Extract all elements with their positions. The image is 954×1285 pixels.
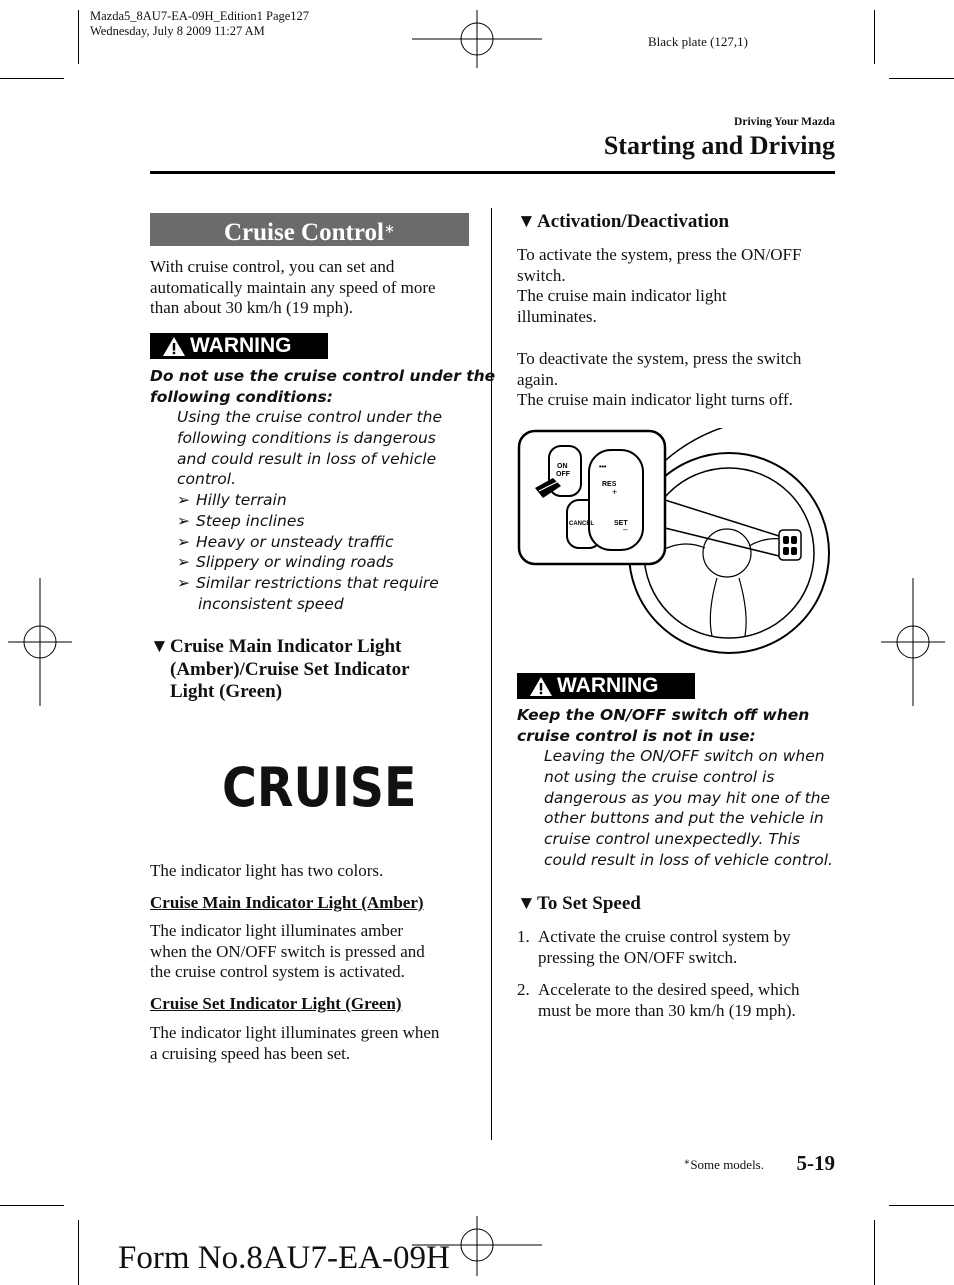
text-line: control. — [177, 470, 236, 489]
text-line: To deactivate the system, press the switch — [517, 349, 802, 368]
amber-heading: Cruise Main Indicator Light (Amber) — [150, 893, 424, 912]
intro-text — [150, 257, 436, 319]
set-speed-heading — [517, 893, 641, 916]
print-meta — [90, 9, 309, 39]
text-line: cruise control unexpectedly. This — [544, 830, 801, 849]
text-line: again. — [517, 369, 559, 389]
steering-switch-illustration — [517, 428, 835, 656]
print-meta-line: Mazda5_8AU7-EA-09H_Edition1 Page127 — [90, 9, 310, 23]
arrow-bullet-icon: ➢ — [177, 574, 190, 593]
step-number: 2. — [517, 980, 530, 999]
text-line: Do not use the cruise control under the — [150, 367, 496, 385]
text-line: The cruise main indicator light turns off. — [517, 390, 793, 409]
text-line: Cruise Main Indicator Light — [170, 636, 402, 657]
arrow-bullet-icon: ➢ — [177, 532, 190, 551]
text-line: With cruise control, you can set and — [150, 257, 395, 276]
off-label: OFF — [556, 471, 570, 478]
amber-text — [150, 921, 425, 983]
text-line: must be more than 30 km/h (19 mph). — [538, 1000, 796, 1020]
step-number: 1. — [517, 927, 530, 946]
text-line: following conditions: — [150, 387, 333, 406]
text-line: a cruising speed has been set. — [150, 1043, 351, 1063]
text-line: than about 30 km/h (19 mph). — [150, 298, 354, 317]
set-minus-label: – — [623, 525, 628, 534]
crop-mark — [889, 78, 954, 79]
registration-target-right — [881, 578, 945, 706]
switch-closeup — [519, 431, 665, 564]
form-number: Form No.8AU7-EA-09H — [118, 1240, 450, 1276]
arrow-bullet-icon: ➢ — [177, 491, 190, 509]
list-item-text: Steep inclines — [196, 511, 305, 530]
text-line: illuminates. — [517, 306, 597, 326]
step-text — [538, 980, 800, 1021]
down-triangle-icon: ▼ — [150, 636, 169, 657]
activation-text — [517, 245, 801, 327]
text-line: could result in loss of vehicle control. — [544, 850, 833, 869]
warning-text — [177, 407, 442, 490]
list-item-text: Slippery or winding roads — [196, 553, 394, 572]
list-item — [177, 511, 439, 532]
text-line: cruise control is not in use: — [517, 726, 756, 745]
text-line: To activate the system, press the ON/OFF — [517, 245, 802, 264]
footnote-text: Some models. — [690, 1157, 764, 1172]
text-line: the cruise control system is activated. — [150, 962, 405, 981]
text-line: Light (Green) — [170, 681, 283, 702]
column-divider — [491, 208, 492, 1140]
warning-heading — [150, 366, 495, 408]
res-label: RES — [602, 481, 617, 488]
warning-triangle-icon — [529, 676, 553, 697]
set-label: SET — [614, 520, 628, 527]
text-line: Keep the ON/OFF switch off when — [517, 706, 810, 724]
warning-label: WARNING — [557, 674, 659, 697]
text-line: dangerous as you may hit one of the — [544, 788, 831, 807]
warning-badge — [150, 333, 328, 359]
crop-mark — [78, 1220, 79, 1285]
text-line: The cruise main indicator light — [517, 286, 727, 305]
text-line: Using the cruise control under the — [177, 408, 442, 426]
text-line: automatically maintain any speed of more — [150, 277, 436, 297]
page-number: 5-19 — [796, 1151, 835, 1175]
two-colors-text: The indicator light has two colors. — [150, 861, 384, 880]
list-item — [177, 552, 439, 573]
list-item — [177, 573, 439, 594]
res-set-button — [589, 450, 643, 550]
text-line: Leaving the ON/OFF switch on when — [544, 747, 825, 765]
models-star: ∗ — [383, 221, 395, 238]
arrow-bullet-icon: ➢ — [177, 553, 190, 572]
cruise-indicator-symbol: CRUISE — [222, 756, 417, 819]
footnote — [684, 1157, 764, 1173]
list-item-text: Similar restrictions that require — [196, 574, 439, 593]
list-item — [177, 490, 439, 511]
crop-mark — [874, 10, 875, 64]
warning-badge — [517, 673, 695, 699]
green-text — [150, 1023, 439, 1064]
down-triangle-icon: ▼ — [517, 893, 536, 914]
section-label: Driving Your Mazda — [734, 116, 835, 128]
text-line: following conditions is dangerous — [177, 428, 436, 447]
topic-banner — [150, 213, 469, 246]
warning-text — [544, 746, 833, 871]
text-line: Activation/Deactivation — [537, 211, 730, 232]
callout-line — [665, 500, 779, 536]
list-item-text: Heavy or unsteady traffic — [196, 532, 394, 551]
text-line: (Amber)/Cruise Set Indicator — [170, 658, 410, 680]
list-item — [177, 532, 439, 553]
deactivation-text — [517, 349, 801, 411]
section-title: Starting and Driving — [603, 131, 835, 160]
list-item-continuation: inconsistent speed — [198, 594, 344, 613]
registration-target-left — [8, 578, 72, 706]
condition-list — [177, 490, 439, 615]
text-line: Activate the cruise control system by — [538, 927, 791, 946]
plate-label: Black plate (127,1) — [648, 34, 748, 49]
registration-target-top — [412, 10, 542, 68]
text-line: and could result in loss of vehicle — [177, 449, 437, 468]
text-line: pressing the ON/OFF switch. — [538, 947, 738, 967]
crop-mark — [78, 10, 79, 64]
warning-triangle-icon — [162, 336, 186, 357]
crop-mark — [0, 1205, 64, 1206]
text-line: The indicator light illuminates green when — [150, 1023, 440, 1042]
indicator-subheading — [150, 636, 410, 704]
header-rule — [150, 171, 835, 174]
text-line: when the ON/OFF switch is pressed and — [150, 941, 425, 961]
step-text — [538, 927, 791, 968]
text-line: Accelerate to the desired speed, which — [538, 980, 800, 999]
warning-label: WARNING — [190, 334, 292, 357]
topic-title: Cruise Control — [223, 219, 384, 246]
arrow-bullet-icon: ➢ — [177, 511, 190, 530]
list-item-text: Hilly terrain — [196, 491, 287, 509]
activation-heading — [517, 211, 729, 234]
text-line: The indicator light illuminates amber — [150, 921, 404, 940]
res-plus-label: + — [612, 487, 618, 497]
text-line: switch. — [517, 265, 566, 285]
text-line: other buttons and put the vehicle in — [544, 809, 824, 828]
down-triangle-icon: ▼ — [517, 211, 536, 232]
crop-mark — [0, 78, 64, 79]
on-label: ON — [557, 463, 568, 470]
callout-line — [665, 528, 779, 556]
svg-text:•••: ••• — [599, 464, 607, 471]
crop-mark — [874, 1220, 875, 1285]
text-line: To Set Speed — [537, 893, 641, 914]
crop-mark — [889, 1205, 954, 1206]
print-meta-line: Wednesday, July 8 2009 11:27 AM — [90, 24, 265, 38]
warning-heading — [517, 705, 809, 747]
models-star: ∗ — [683, 1157, 691, 1168]
cancel-label: CANCEL — [569, 521, 594, 527]
text-line: not using the cruise control is — [544, 767, 775, 786]
green-heading: Cruise Set Indicator Light (Green) — [150, 994, 402, 1013]
